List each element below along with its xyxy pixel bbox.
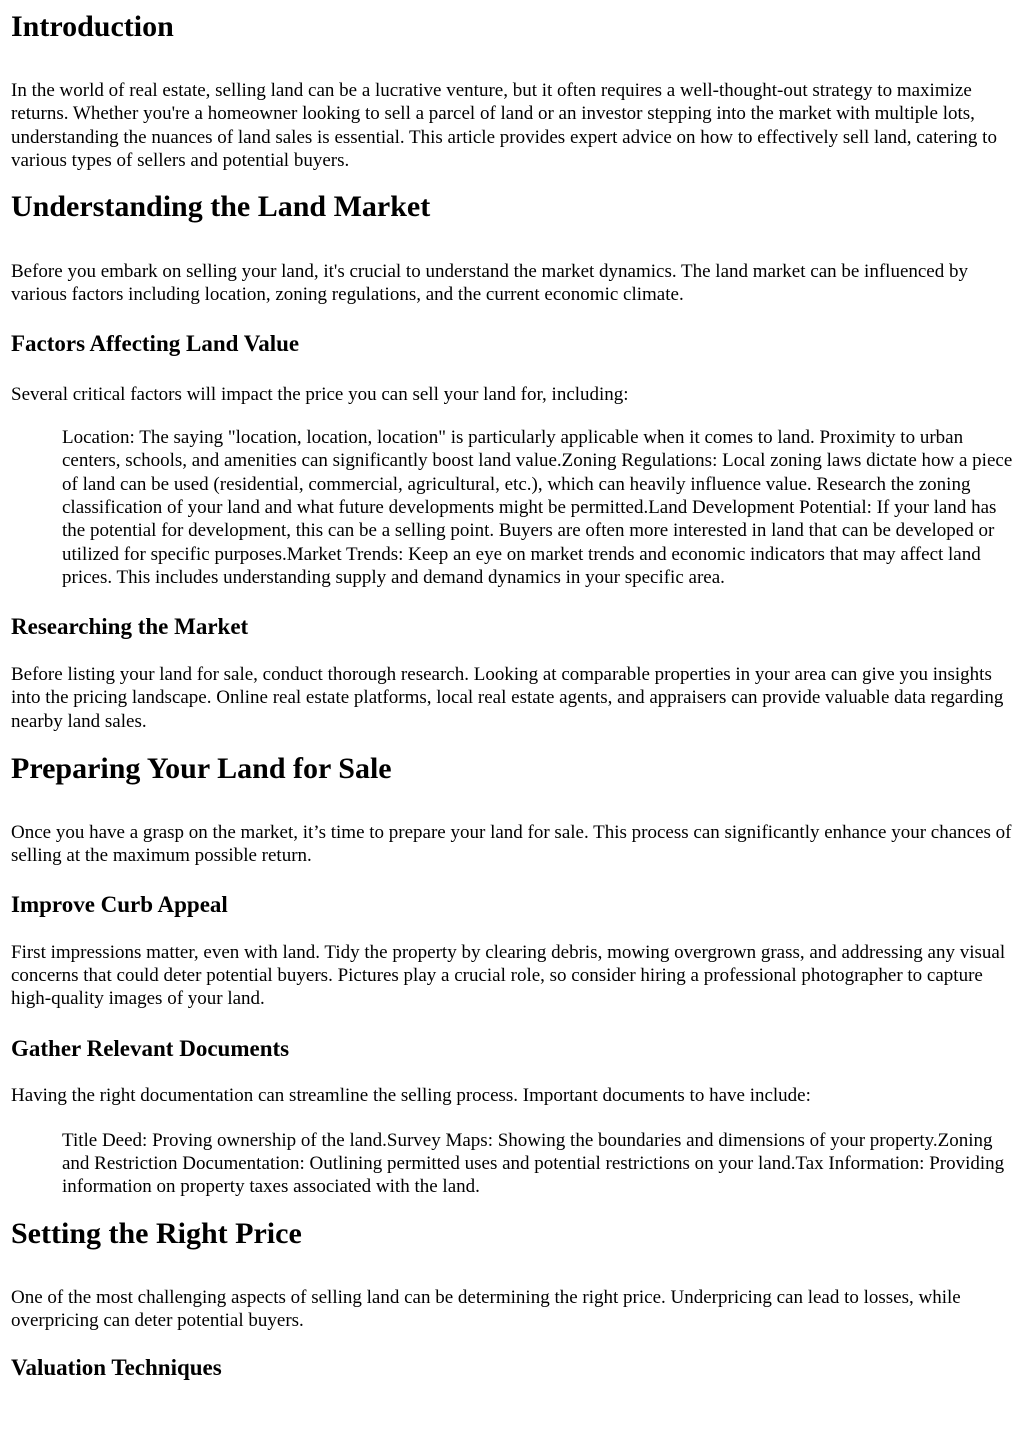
heading-understanding-land-market: Understanding the Land Market	[11, 190, 431, 224]
paragraph-factors: Several critical factors will impact the price you can sell your land for, including:	[11, 383, 629, 405]
blockquote-factors-list: Location: The saying "location, location, location" is particularly applicable when it comes to land. Proximity to urban centers, schools, and amenities can significantly boost land value.Zoning Regulations: Local zoning laws dictate how a piece of land can be used (residential, commercial, agricultural, etc.), which can heavily influence value. Research the zoning classification of your land and what future developments might be permitted.Land Development Potential: If your land has the potential for development, this can be a selling point. Buyers are often more interested in land that can be developed or utilized for specific purposes.Market Trends: Keep an eye on market trends and economic indicators that may affect land prices. This includes understanding supply and demand dynamics in your specific area.	[62, 427, 1013, 588]
heading-valuation-techniques: Valuation Techniques	[11, 1355, 222, 1381]
heading-factors-affecting-land-value: Factors Affecting Land Value	[11, 330, 300, 356]
article	[0, 9, 1024, 1382]
paragraph-documents: Having the right documentation can streamline the selling process. Important documents to have include:	[11, 1084, 811, 1106]
blockquote-documents-list: Title Deed: Proving ownership of the land.Survey Maps: Showing the boundaries and dimensions of your property.Zoning and Restriction Documentation: Outlining permitted uses and potential restrictions on your land.Tax Information: Providing information on property taxes associated with the land.	[62, 1129, 1005, 1198]
heading-researching-the-market: Researching the Market	[11, 614, 249, 640]
paragraph-preparing: Once you have a grasp on the market, it’s time to prepare your land for sale. This process can significantly enhance your chances of selling at the maximum possible return.	[11, 822, 1012, 867]
heading-improve-curb-appeal: Improve Curb Appeal	[11, 891, 228, 917]
heading-preparing-land-for-sale: Preparing Your Land for Sale	[11, 752, 392, 786]
paragraph-curb-appeal: First impressions matter, even with land. Tidy the property by clearing debris, mowing overgrown grass, and addressing any visual concerns that could deter potential buyers. Pictures play a crucial role, so consider hiring a professional photographer to capture high-quality images of your land.	[11, 941, 1006, 1010]
paragraph-introduction: In the world of real estate, selling land can be a lucrative venture, but it often requires a well-thought-out strategy to maximize returns. Whether you're a homeowner looking to sell a parcel of land or an investor stepping into the market with multiple lots, understanding the nuances of land sales is essential. This article provides expert advice on how to effectively sell land, catering to various types of sellers and potential buyers.	[11, 80, 997, 171]
heading-setting-right-price: Setting the Right Price	[11, 1216, 302, 1250]
heading-gather-relevant-documents: Gather Relevant Documents	[11, 1035, 290, 1061]
heading-introduction: Introduction	[11, 10, 174, 43]
paragraph-research: Before listing your land for sale, conduct thorough research. Looking at comparable properties in your area can give you insights into the pricing landscape. Online real estate platforms, local real estate agents, and appraisers can provide valuable data regarding nearby land sales.	[11, 664, 1004, 732]
paragraph-setting-price: One of the most challenging aspects of selling land can be determining the right price. Underpricing can lead to losses, while overpricing can deter potential buyers.	[11, 1286, 961, 1332]
paragraph-land-market: Before you embark on selling your land, it's crucial to understand the market dynamics. The land market can be influenced by various factors including location, zoning regulations, and the current economic climate.	[11, 261, 968, 306]
